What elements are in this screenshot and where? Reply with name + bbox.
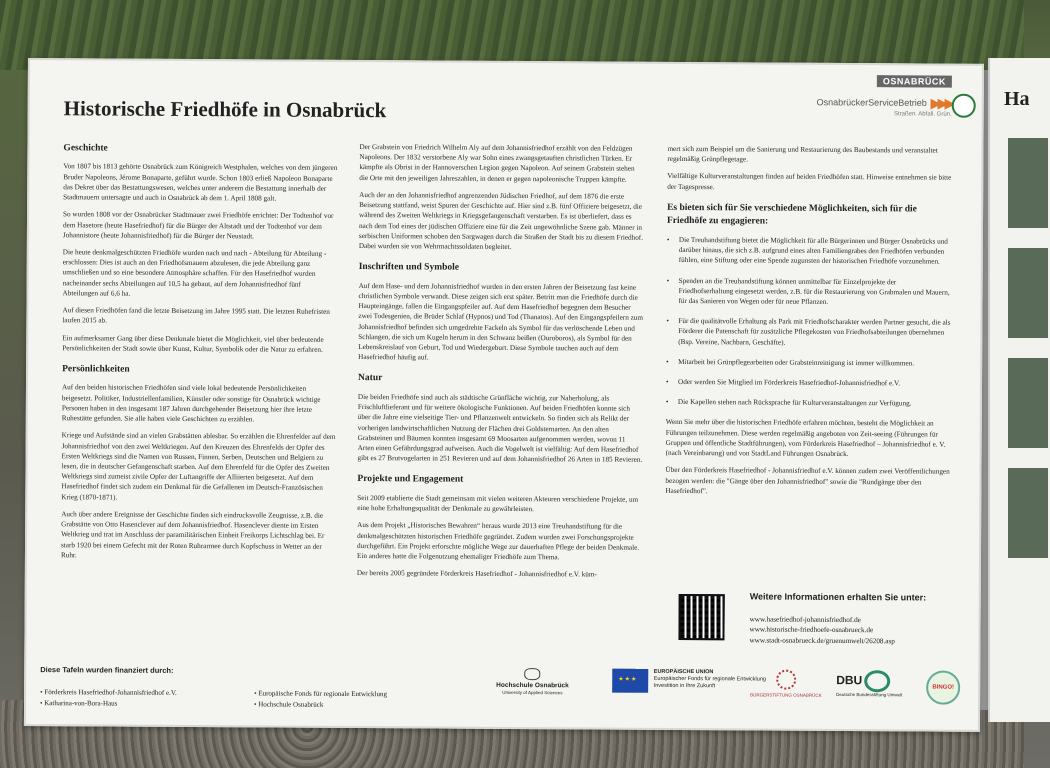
eu-logo <box>612 669 766 694</box>
seal-badge-icon <box>952 94 976 118</box>
adjacent-sign-photo <box>1008 138 1048 228</box>
hochschule-logo <box>496 668 569 696</box>
adjacent-sign-photo <box>1008 358 1048 448</box>
paragraph: mert sich zum Beispiel um die Sanierung und Restaurierung des Baubestands und veranstaltet regelmäßig Grünpflegetage. <box>667 144 938 164</box>
bingo-logo: BINGO! <box>926 670 960 704</box>
hochschule-mark-icon <box>525 668 541 680</box>
funder-item: • Förderkreis Hasefriedhof-Johannisfriedhof e.V. <box>40 687 177 698</box>
link-text: www.historische-friedhoefe-osnabrueck.de <box>749 625 874 635</box>
paragraph: Auf diesen Friedhöfen fand die letzte Beisetzung im Jahre 1995 statt. Die letzten Ruhefristen laufen 2015 ab. <box>62 306 330 325</box>
paragraph: Wenn Sie mehr über die historischen Friedhöfe erfahren möchten, besteht die Möglichkeit an Führungen teilzunehmen. Diese werden regelmäßig angeboten von Zeit-seeing (Führungen für Gruppen und öffentliche Stadtführungen), vom Förderkreis Hasefriedhof – Johannisfriedhof e. V. (nach Vereinbarung) und von StadtLand Führungen Osnabrück. <box>665 418 946 459</box>
dbu-name: DBU <box>836 673 863 688</box>
buergerstiftung-mark-icon <box>776 670 796 690</box>
heading-natur: Natur <box>358 373 383 384</box>
funding-list-right <box>254 688 387 710</box>
paragraph: Die heute denkmalgeschützten Friedhöfe wurden nach und nach - Abteilung für Abteilung - erschlossen: Dies ist auch an den Friedhofsmauern abzulesen, die jede Abteilung ganz umschließen und so eine besondere Atmosphäre schaffen. Für den Hasefriedhof wurden nacheinander sechs Abteilungen auf 10,5 ha gebaut, auf dem Johannisfriedhof fünf Abteilungen auf 6,6 ha. <box>62 248 327 298</box>
heading-inschriften: Inschriften und Symbole <box>358 262 460 273</box>
paragraph: Seit 2009 etablierte die Stadt gemeinsam mit vielen weiteren Akteuren verschiedene Projekte, um eine hohe Erhaltungsqualität der Denkmale zu gewährleisten. <box>357 493 639 514</box>
paragraph: Auch über andere Ereignisse der Geschichte finden sich eindrucksvolle Zeugnisse, z.B. die Grabstätte von Otto Hasenclever auf dem Johannisfriedhof. Hasenclever diente im Ersten Weltkrieg und trat im Anschluss der paramilitärischen Einheit Freikorps Lichtschlag bei. Er starb 1920 bei einem Gefecht mit der Roten Ruhrarmee durch Kopfschuss in Wetter an der Ruhr. <box>60 510 325 560</box>
list-item: • Die Treuhandstiftung bietet die Möglichkeit für alle Bürgerinnen und Bürger Osnabrücks und darüber hinaus, die sich z.B. aufgrund eines alten Familiengrabes den Friedhöfen verbunden fühlen, eine Stiftung oder eine Spende zugunsten der historischen Friedhöfe vorzunehmen. <box>667 235 952 267</box>
funder-item: • Katharina-von-Bora-Haus <box>40 698 177 709</box>
paragraph: Vielfältige Kulturveranstaltungen finden auf beiden Friedhöfen statt. Hinweise entnehmen sie bitte der Tagespresse. <box>667 172 952 191</box>
eu-line-2: Europäischer Fonds für regionale Entwicklung <box>653 675 766 683</box>
eu-line-1: EUROPÄISCHE UNION <box>653 668 714 676</box>
buergerstiftung-name: BÜRGERSTIFTUNG OSNABRÜCK <box>750 692 822 698</box>
engagement-list <box>666 235 952 409</box>
buergerstiftung-logo <box>750 669 822 697</box>
brand-block <box>817 71 952 118</box>
column-left <box>61 142 339 569</box>
column-middle <box>357 142 645 587</box>
info-sign-panel <box>24 58 984 732</box>
list-item: • Spenden an die Treuhandstiftung können unmittelbar für Einzelprojekte der Friedhofserhaltung eingesetzt werden, z.B. für die Restaurierung von Grabmalen und Mauern, für das Sanieren von Wegen oder für neue Pflanzen. <box>666 275 951 307</box>
hochschule-name: Hochschule Osnabrück <box>496 681 569 690</box>
arrows-icon: ▶▶▶ <box>930 95 952 111</box>
dbu-sub: Deutsche Bundesstiftung Umwelt <box>836 691 903 698</box>
adjacent-sign-panel <box>988 58 1050 722</box>
paragraph: Der Grabstein von Friedrich Wilhelm Aly auf dem Johannisfriedhof erzählt von den Feldzügen Napoleons. Der 1832 verstorbene Aly war Sohn eines zwangsgetauften christlichen Türken. Er kämpfte als Obrist in der Hannoverschen Legion gegen Napoleon. Auf seinem Grabstein stehen die Orte mit den jeweiligen Jahreszahlen, in denen er gegen napoleonische Truppen kämpfte. <box>359 143 635 184</box>
hochschule-sub: University of Applied Sciences <box>502 689 563 696</box>
info-heading: Weitere Informationen erhalten Sie unter: <box>749 591 927 603</box>
paragraph: Ein aufmerksamer Gang über diese Denkmale bietet die Möglichkeit, viel über bedeutende Persönlichkeiten der Stadt sowie über Kunst, Kultur, Symbolik oder die Natur zu erfahren. <box>62 333 324 354</box>
dbu-ring-icon <box>864 670 890 692</box>
osnabrueck-logo: OSNABRÜCK <box>877 75 952 87</box>
heading-projekte: Projekte und Engagement <box>357 474 464 486</box>
paragraph: Von 1807 bis 1813 gehörte Osnabrück zum Königreich Westphalen, welches von dem jüngeren Bruder Napoleons, Jérome Bonaparte, geführt wurde. Schon 1803 erließ Napoleon Bonaparte das Dekret über das Bestattungswesen, welches unter anderem die Bestattung innerhalb der Stadtmauern untersagte und auch in Osnabrück ab dem 1. April 1808 galt. <box>63 162 338 203</box>
heading-moeglichkeiten: Es bieten sich für Sie verschiedene Möglichkeiten, sich für die Friedhöfe zu engagieren: <box>666 202 917 227</box>
link-text: www.hasefriedhof-johannisfriedhof.de <box>749 615 861 625</box>
qr-code-icon <box>678 594 724 640</box>
link-text: www.stadt-osnabrueck.de/gruenumwelt/26208.asp <box>749 636 895 646</box>
service-betrieb-logo <box>817 95 952 112</box>
paragraph: Auf den beiden historischen Friedhöfen sind viele lokal bedeutende Persönlichkeiten beigesetzt. Politiker, Industriellenfamilien, Künstler oder sonstige für Osnabrück wichtige Personen haben in den insgesamt 187 Jahren durchgehender Beisetzung hier ihre letzte Ruhestätte gefunden. Sie alle haben viele Geschichten zu erzählen. <box>61 383 321 424</box>
adjacent-sign-photo <box>1008 248 1048 338</box>
funding-heading: Diese Tafeln wurden finanziert durch: <box>40 665 174 675</box>
paragraph: Auch der an den Johannisfriedhof angrenzenden Jüdischen Friedhof, auf dem 1876 die erste Beisetzung stattfand, weist Spuren der Geschichte auf. Hier sind z.B. fünf Offiziere beigesetzt, die während des Zweiten Weltkriegs in Kriegsgefangenschaft verstarben. Es ist überliefert, dass es nach dem Tod eines der jüdischen Offiziere eine für die Zeit ungewöhnliche Szene gab. Männer in serbischen Uniformen schoben den Sargwagen durch die Straßen der Stadt bis zu diesem Friedhof. Dabei wurden sie von Wehrmachtssoldaten begleitet. <box>358 190 644 251</box>
dbu-logo <box>836 670 902 697</box>
list-item: • Für die qualitätvolle Erhaltung als Park mit Friedhofscharakter werden Partner gesucht, die als Förderer die Patenschaft für zusätzliche Pflegekosten von Friedhofsabteilungen übernehmen (Bsp. Vereine, Nachbarn, Geschäfte). <box>666 316 951 348</box>
paragraph: Auf dem Hase- und dem Johannisfriedhof wurden in den ersten Jahren der Beisetzung fast keine christlichen Symbole verwandt. Diese zeigen sich erst später. Betritt man die Friedhöfe durch die Haupteingänge, fallen die Eingangspfeiler auf. Auf dem Hasefriedhof begegnen dem Besucher zwei Todesgenien, die Brüder Schlaf (Hypnos) und Tod (Thanatos). Auf den Eingangspfeilern zum Johannisfriedhof befinden sich umgedrehte Fackeln als Symbol für das verlöschende Leben und Schlangen, die sich um Kugeln herum in den Schwanz beißen (Ouroboros), als Symbol für den Lebenskreislauf von Geburt, Tod und Wiedergeburt. Diese Symbole tauchen auch auf dem Hasefriedhof häufig auf. <box>358 281 644 362</box>
list-item: • Oder werden Sie Mitglied im Förderkreis Hasefriedhof-Johannisfriedhof e.V. <box>666 377 951 389</box>
paragraph: Die beiden Friedhöfe sind auch als städtische Grünfläche wichtig, zur Naherholung, als Frischluftlieferant und für weitere ökologische Funktionen. Auf beiden Friedhöfen konnte sich über die Jahre eine vielseitige Tier- und Pflanzenwelt entwickeln. So finden sich als Relikt der vorherigen landwirtschaftlichen Nutzung der Flächen drei Goldsternarten. An den alten Grabsteinen und Bäumen konnten insgesamt 69 Moosarten aufgenommen werden, wovon 11 Arten einen Gefährdungsgrad aufweisen. Auch die Vogelwelt ist vielfältig: Auf dem Hasefriedhof gibt es 27 Brutvogelarten in 251 Revieren und auf dem Johannisfriedhof 26 Arten in 185 Revieren. <box>357 392 643 464</box>
info-links <box>749 614 895 646</box>
service-betrieb-tagline: Straßen. Abfall. Grün. <box>893 111 952 118</box>
funder-item: • Europäische Fonds für regionale Entwicklung <box>254 688 387 699</box>
paragraph: Der bereits 2005 gegründete Förderkreis Hasefriedhof - Johannisfriedhof e.V. küm- <box>356 569 597 579</box>
paragraph: Aus dem Projekt „Historisches Bewahren“ heraus wurde 2013 eine Treuhandstiftung für die denkmalgeschützten historischen Friedhöfe gegründet. Zudem wurden zwei Forschungsprojekte durchgeführt. Ein Projekt erforschte mögliche Wege zur dauerhaften Pflege der beiden Denkmale. Ein anderes hatte die Folgenutzung ehemaliger Friedhöfe zum Thema. <box>356 521 640 562</box>
eu-flag-icon <box>612 669 648 693</box>
service-betrieb-name: OsnabrückerServiceBetrieb <box>816 97 927 108</box>
funder-item: • Hochschule Osnabrück <box>254 699 387 710</box>
column-right <box>665 144 952 505</box>
paragraph: So wurden 1808 vor der Osnabrücker Stadtmauer zwei Friedhöfe errichtet: Der Todtenhof vor dem Hasetore (heute Hasefriedhof) für die Bürger der Altstadt und der Todtenhof vor dem Johannistore (heute Johannisfriedhof) für die Bürger der Neustadt. <box>62 210 334 241</box>
list-item: • Mitarbeit bei Grünpflegearbeiten oder Grabsteinreinigung ist immer willkommen. <box>666 357 951 369</box>
adjacent-sign-title: Ha <box>1004 88 1030 110</box>
funding-list-left <box>40 687 177 709</box>
paragraph: Kriege und Aufstände sind an vielen Grabstätten ablesbar. So erzählen die Ehrenfelder auf dem Johannisfriedhof von den zwei Weltkriegen. Auf den Kreuzen des Ehrenfelds der Opfer des Ersten Weltkriegs sind die Namen von Russen, Finnen, Serben, Deutschen und Belgiern zu lesen, die in deutscher Gefangenschaft starben. Auf dem Ehrenfeld für die Opfer des Zweiten Weltkriegs sind zumeist zivile Opfer der Luftangriffe der Alliierten beigesetzt. Auf dem Hasefriedhof findet sich zudem ein Denkmal für die Gefallenen im Deutsch-Französischen Krieg (1870-1871). <box>61 431 336 502</box>
adjacent-sign-photo <box>1008 468 1048 558</box>
paragraph: Über den Förderkreis Hasefriedhof - Johannisfriedhof e.V. können zudem zwei Veröffentlichungen bezogen werden: die "Gänge über den Johannisfriedhof" sowie die "Rundgänge über den Hasefriedhof". <box>665 466 950 495</box>
list-item: • Die Kapellen stehen nach Rücksprache für Kulturveranstaltungen zur Verfügung. <box>666 397 951 409</box>
heading-geschichte: Geschichte <box>63 143 108 154</box>
page-title: Historische Friedhöfe in Osnabrück <box>63 96 387 123</box>
eu-line-3: Investition in Ihre Zukunft <box>653 682 716 689</box>
heading-persoenlichkeiten: Persönlichkeiten <box>62 364 130 375</box>
